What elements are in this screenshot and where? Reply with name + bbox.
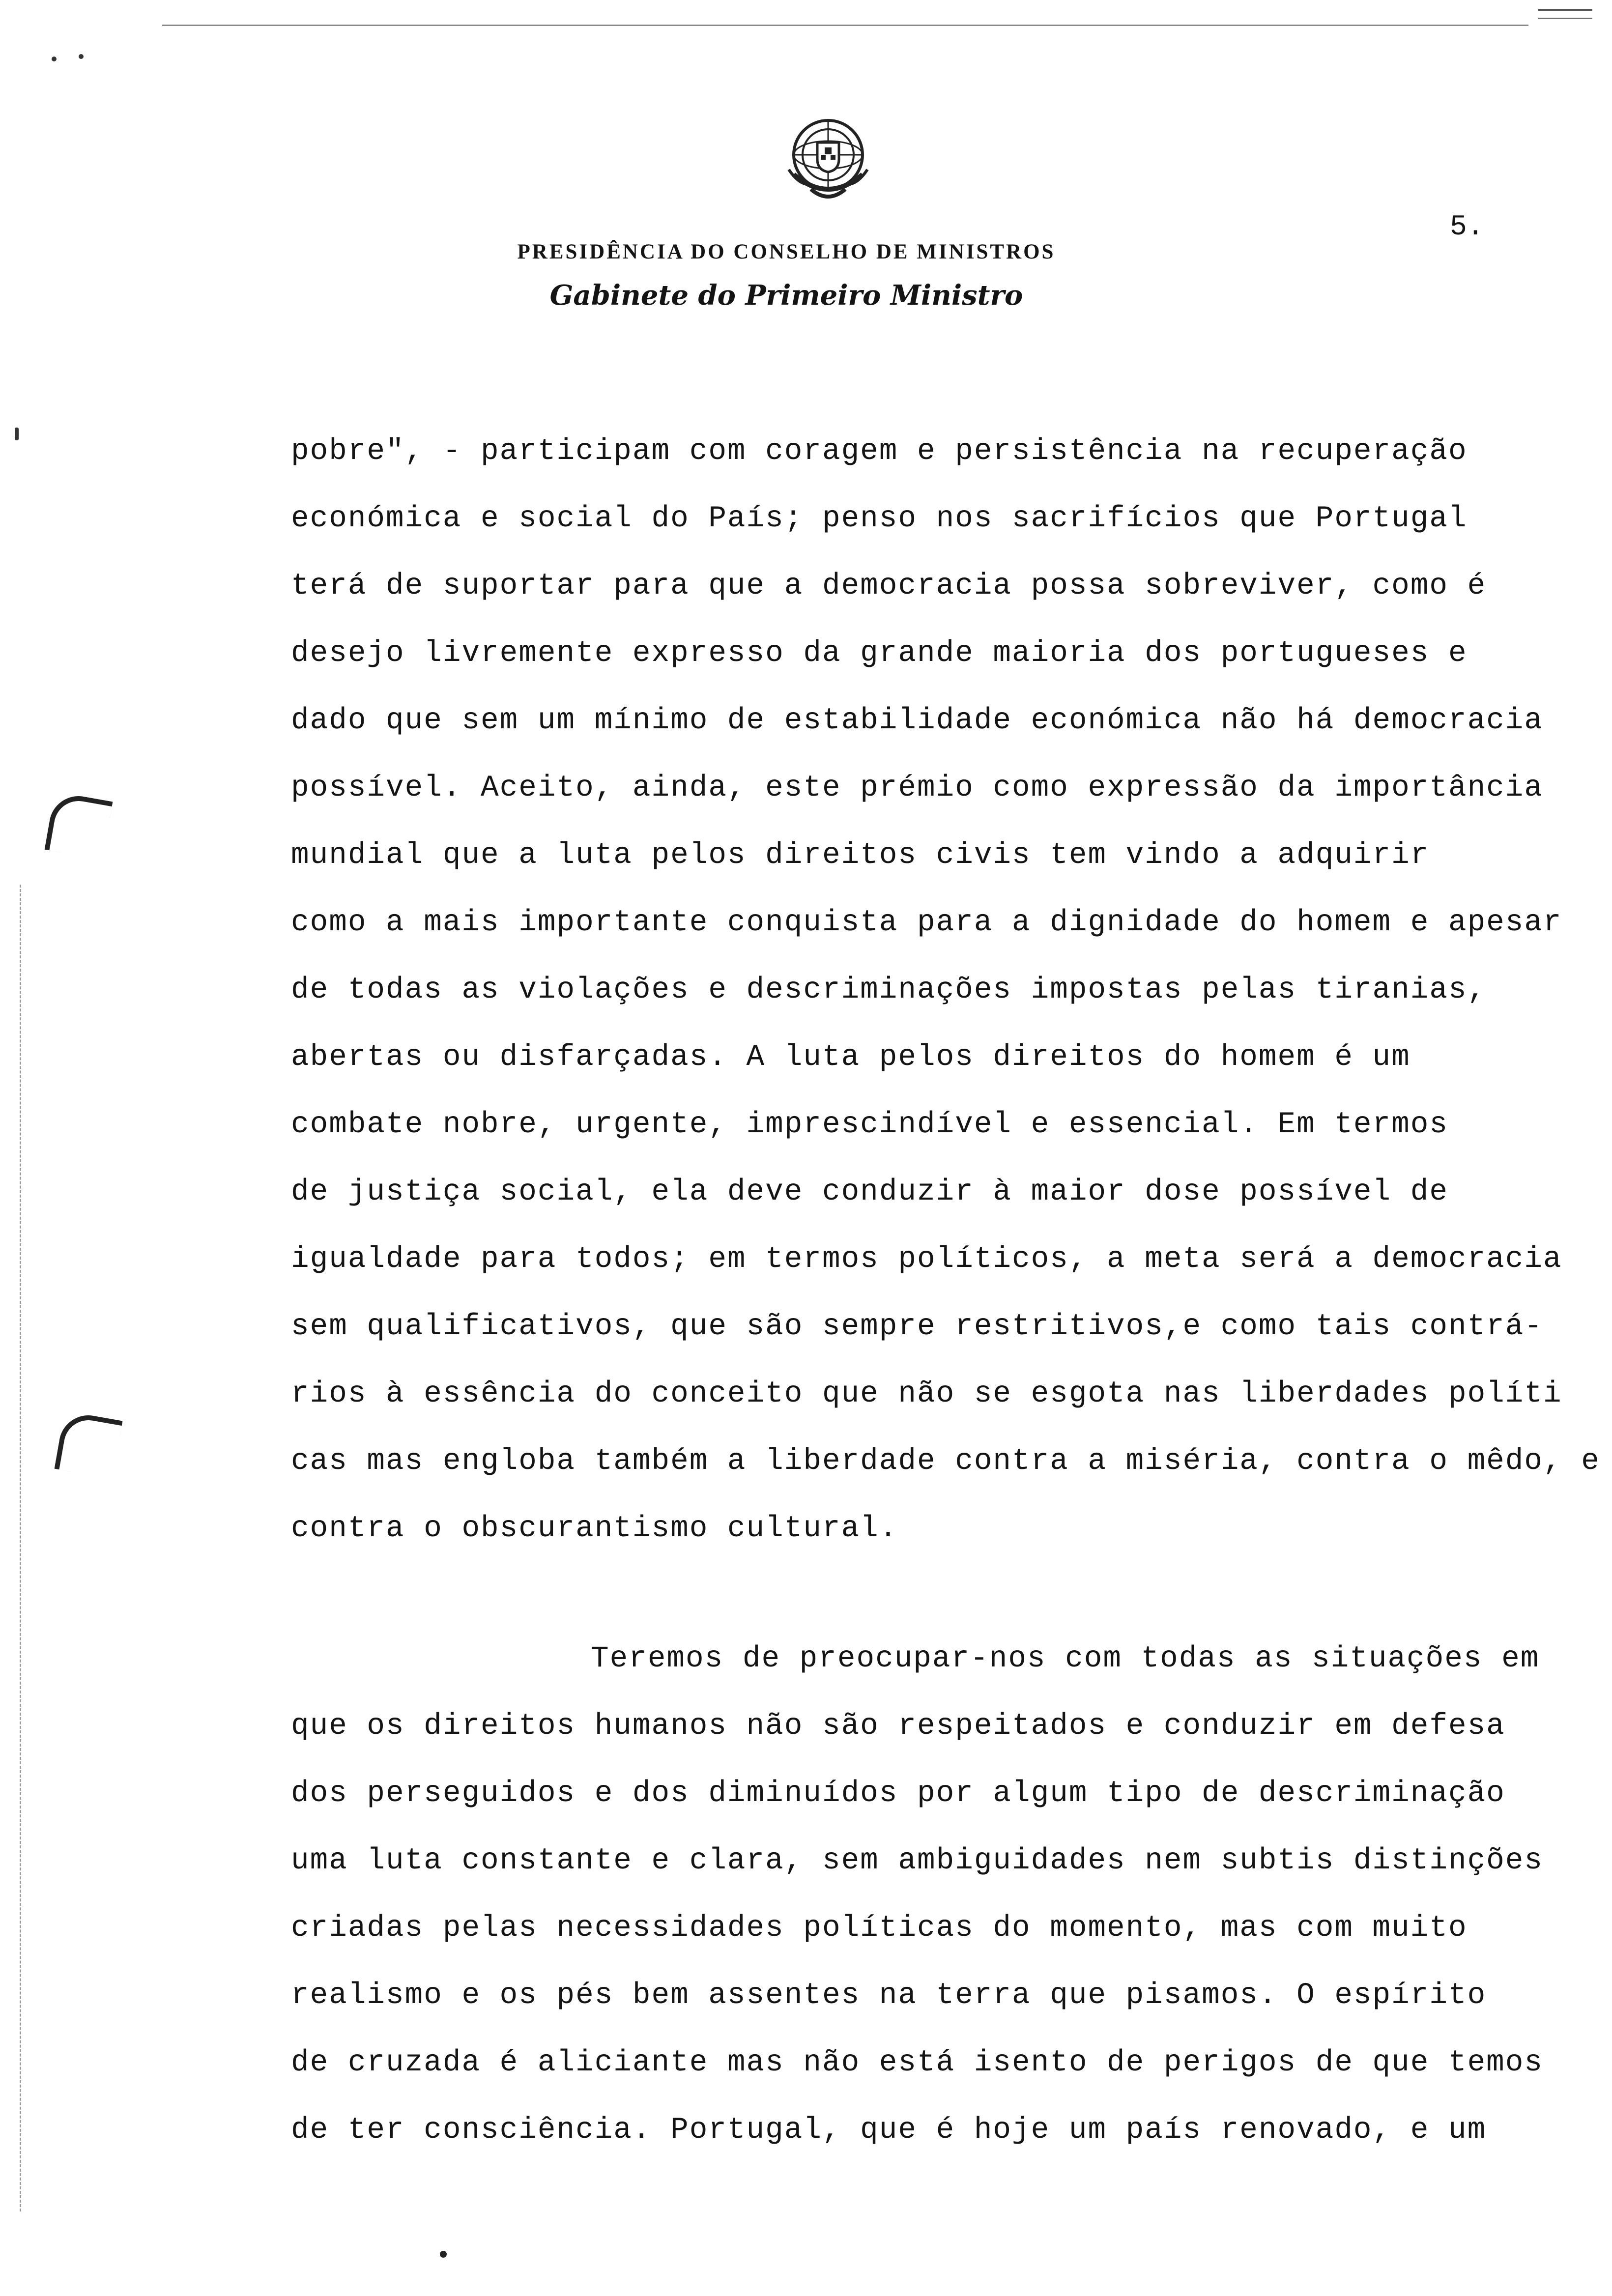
text-line: combate nobre, urgente, imprescindível e essencial. Em termos	[291, 1108, 1448, 1142]
text-line: de cruzada é aliciante mas não está isento de perigos de que temos	[291, 2046, 1543, 2080]
text-line: dos perseguidos e dos diminuídos por algum tipo de descriminação	[291, 1777, 1505, 1810]
body-paragraph-1	[291, 418, 1598, 1562]
portuguese-republic-emblem-icon	[774, 115, 882, 209]
text-line: mundial que a luta pelos direitos civis tem vindo a adquirir	[291, 838, 1430, 872]
text-line: dado que sem um mínimo de estabilidade económica não há democracia	[291, 704, 1543, 738]
binder-clip-mark	[44, 791, 113, 860]
text-line: de todas as violações e descriminações impostas pelas tiranias,	[291, 973, 1487, 1007]
text-line: igualdade para todos; em termos políticos, a meta será a democracia	[291, 1242, 1562, 1276]
text-line: que os direitos humanos não são respeitados e conduzir em defesa	[291, 1709, 1505, 1743]
text-line: cas mas engloba também a liberdade contra a miséria, contra o mêdo, e	[291, 1444, 1600, 1478]
stray-ink-dot	[440, 2251, 447, 2258]
edge-speck	[52, 57, 57, 61]
text-line: de justiça social, ela deve conduzir à maior dose possível de	[291, 1175, 1448, 1209]
text-line: rios à essência do conceito que não se esgota nas liberdades políti	[291, 1377, 1562, 1411]
page-number: 5.	[1450, 211, 1484, 243]
binder-hole-marks	[20, 885, 36, 2211]
top-right-edge-mark	[1538, 9, 1592, 19]
text-line: como a mais importante conquista para a dignidade do homem e apesar	[291, 906, 1562, 940]
text-line: realismo e os pés bem assentes na terra que pisamos. O espírito	[291, 1979, 1487, 2012]
text-line: desejo livremente expresso da grande maioria dos portugueses e	[291, 636, 1468, 670]
text-line: de ter consciência. Portugal, que é hoje um país renovado, e um	[291, 2113, 1487, 2147]
text-line: abertas ou disfarçadas. A luta pelos direitos do homem é um	[291, 1040, 1410, 1074]
letterhead-organization: PRESIDÊNCIA DO CONSELHO DE MINISTROS	[517, 240, 1056, 263]
binder-clip-mark	[54, 1410, 122, 1479]
edge-speck	[79, 54, 84, 59]
body-paragraph-2	[291, 1625, 1598, 2164]
text-line: pobre", - participam com coragem e persistência na recuperação	[291, 434, 1468, 468]
text-line: criadas pelas necessidades políticas do momento, mas com muito	[291, 1911, 1468, 1945]
text-line: uma luta constante e clara, sem ambiguidades nem subtis distinções	[291, 1844, 1543, 1878]
text-line: Teremos de preocupar-nos com todas as situações em	[591, 1642, 1540, 1676]
text-line: possível. Aceito, ainda, este prémio como expressão da importância	[291, 771, 1543, 805]
text-line: sem qualificativos, que são sempre restritivos,e como tais contrá-	[291, 1310, 1543, 1344]
letterhead-office: Gabinete do Primeiro Ministro	[549, 279, 1023, 312]
text-line: contra o obscurantismo cultural.	[291, 1512, 898, 1546]
top-edge-rule	[162, 25, 1528, 26]
edge-speck	[15, 428, 19, 440]
text-line: económica e social do País; penso nos sacrifícios que Portugal	[291, 502, 1468, 536]
text-line: terá de suportar para que a democracia possa sobreviver, como é	[291, 569, 1487, 603]
